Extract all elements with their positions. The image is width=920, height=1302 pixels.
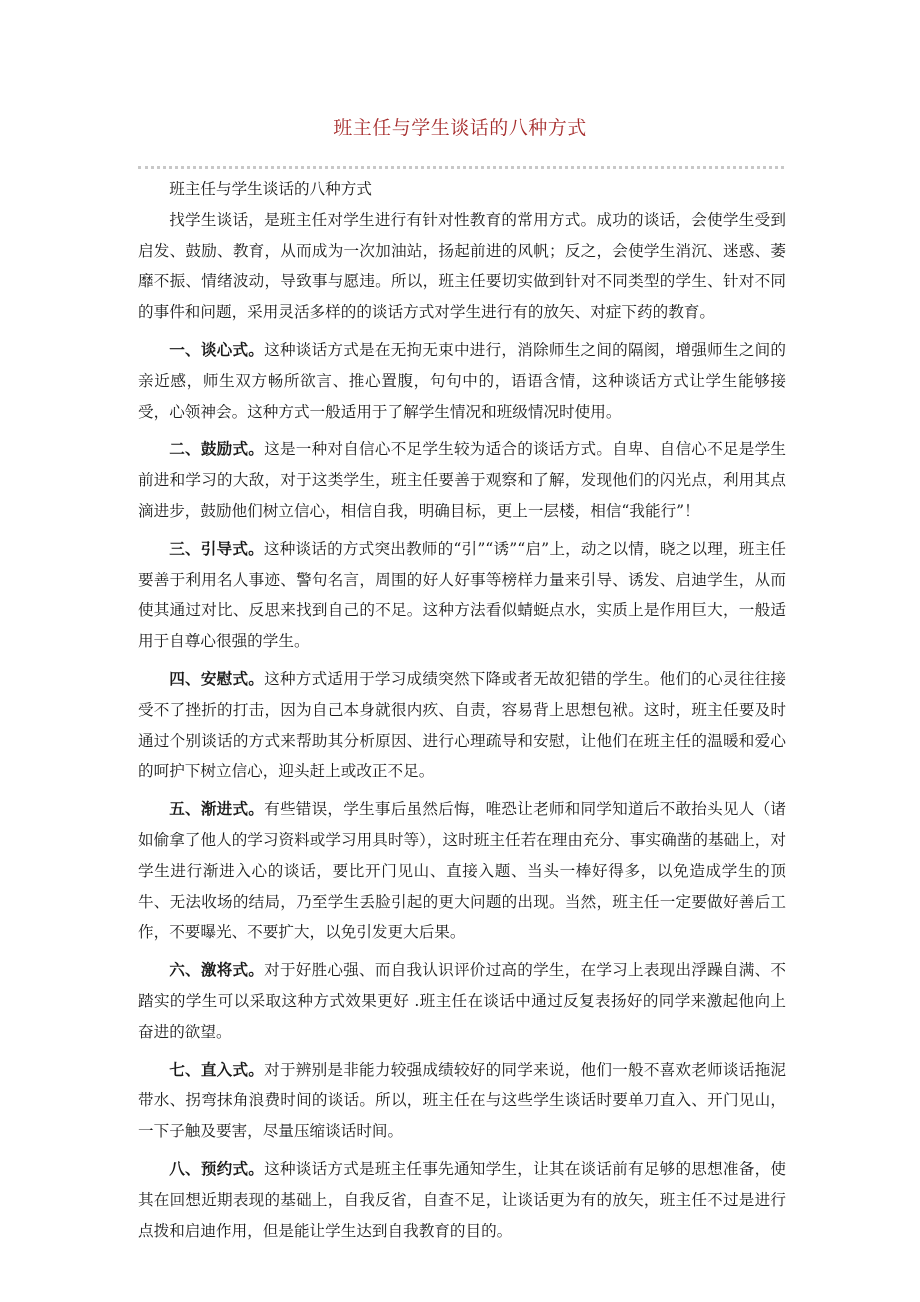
section-paragraph-2 — [138, 434, 786, 526]
section-text: 有些错误，学生事后虽然后悔，唯恐让老师和同学知道后不敢抬头见人（诸如偷拿了他人的学习资料或学习用具时等），这时班主任若在理由充分、事实确凿的基础上，对学生进行渐进入心的谈话，要比开门见山、直接入题、当头一棒好得多，以免造成学生的顶牛、无法收场的结局，乃至学生丢脸引起的更大问题的出现。当然，班主任一定要做好善后工作，不要曝光、不要扩大，以免引发更大后果。 — [138, 800, 786, 942]
section-paragraph-8 — [138, 1154, 786, 1246]
article-subtitle: 班主任与学生谈话的八种方式 — [169, 180, 372, 198]
section-heading: 八、预约式。 — [169, 1158, 265, 1178]
page-title: 班主任与学生谈话的八种方式 — [333, 117, 587, 139]
section-heading: 四、安慰式。 — [169, 668, 265, 688]
section-heading: 七、直入式。 — [169, 1059, 265, 1079]
article-body — [138, 174, 786, 1246]
section-heading: 一、谈心式。 — [169, 339, 265, 359]
section-paragraph-4 — [138, 664, 786, 787]
section-text: 这种谈话方式是在无拘无束中进行，消除师生之间的隔阂，增强师生之间的亲近感，师生双方畅所欲言、推心置腹，句句中的，语语含情，这种谈话方式让学生能够接受，心领神会。这种方式一般适用于了解学生情况和班级情况时使用。 — [138, 340, 786, 421]
section-heading: 六、激将式。 — [169, 960, 265, 980]
section-text: 对于好胜心强、而自我认识评价过高的学生，在学习上表现出浮躁自满、不踏实的学生可以采取这种方式效果更好 .班主任在谈话中通过反复表扬好的同学来激起他向上奋进的欲望。 — [138, 961, 786, 1041]
section-text: 这是一种对自信心不足学生较为适合的谈话方式。自卑、自信心不足是学生前进和学习的大敌，对于这类学生，班主任要善于观察和了解，发现他们的闪光点，利用其点滴进步，鼓励他们树立信心，相信自我，明确目标，更上一层楼，相信“我能行”！ — [138, 440, 786, 520]
section-text: 这种方式适用于学习成绩突然下降或者无故犯错的学生。他们的心灵往往接受不了挫折的打击，因为自己本身就很内疚、自责，容易背上思想包袱。这时，班主任要及时通过个别谈话的方式来帮助其分析原因、进行心理疏导和安慰，让他们在班主任的温暖和爱心的呵护下树立信心，迎头赶上或改正不足。 — [138, 669, 786, 781]
section-paragraph-3 — [138, 534, 786, 657]
section-heading: 三、引导式。 — [169, 538, 264, 558]
section-heading: 五、渐进式。 — [169, 799, 265, 819]
section-heading: 二、鼓励式。 — [169, 439, 265, 459]
section-paragraph-6 — [138, 955, 786, 1047]
section-text: 对于辨别是非能力较强成绩较好的同学来说，他们一般不喜欢老师谈话拖泥带水、拐弯抹角浪费时间的谈话。所以，班主任在与这些学生谈话时要单刀直入、开门见山，一下子触及要害，尽量压缩谈话时间。 — [138, 1060, 786, 1141]
title-divider — [138, 166, 784, 169]
section-paragraph-1 — [138, 335, 786, 427]
section-paragraph-5 — [138, 794, 786, 948]
section-paragraph-7 — [138, 1055, 786, 1147]
section-text: 这种谈话方式是班主任事先通知学生，让其在谈话前有足够的思想准备，使其在回想近期表现的基础上，自我反省，自查不足，让谈话更为有的放矢，班主任不过是进行点拨和启迪作用，但是能让学生达到自我教育的目的。 — [138, 1159, 786, 1240]
section-text: 这种谈话的方式突出教师的“引”“诱”“启”上，动之以情，晓之以理，班主任要善于利用名人事迹、警句名言，周围的好人好事等榜样力量来引导、诱发、启迪学生，从而使其通过对比、反思来找到自己的不足。这种方法看似蜻蜓点水，实质上是作用巨大，一般适用于自尊心很强的学生。 — [138, 539, 786, 651]
intro-paragraph: 找学生谈话，是班主任对学生进行有针对性教育的常用方式。成功的谈话，会使学生受到启发、鼓励、教育，从而成为一次加油站，扬起前进的风帆；反之，会使学生消沉、迷惑、萎靡不振、情绪波动，导致事与愿违。所以，班主任要切实做到针对不同类型的学生、针对不同的事件和问题，采用灵活多样的的谈话方式对学生进行有的放矢、对症下药的教育。 — [138, 210, 786, 322]
